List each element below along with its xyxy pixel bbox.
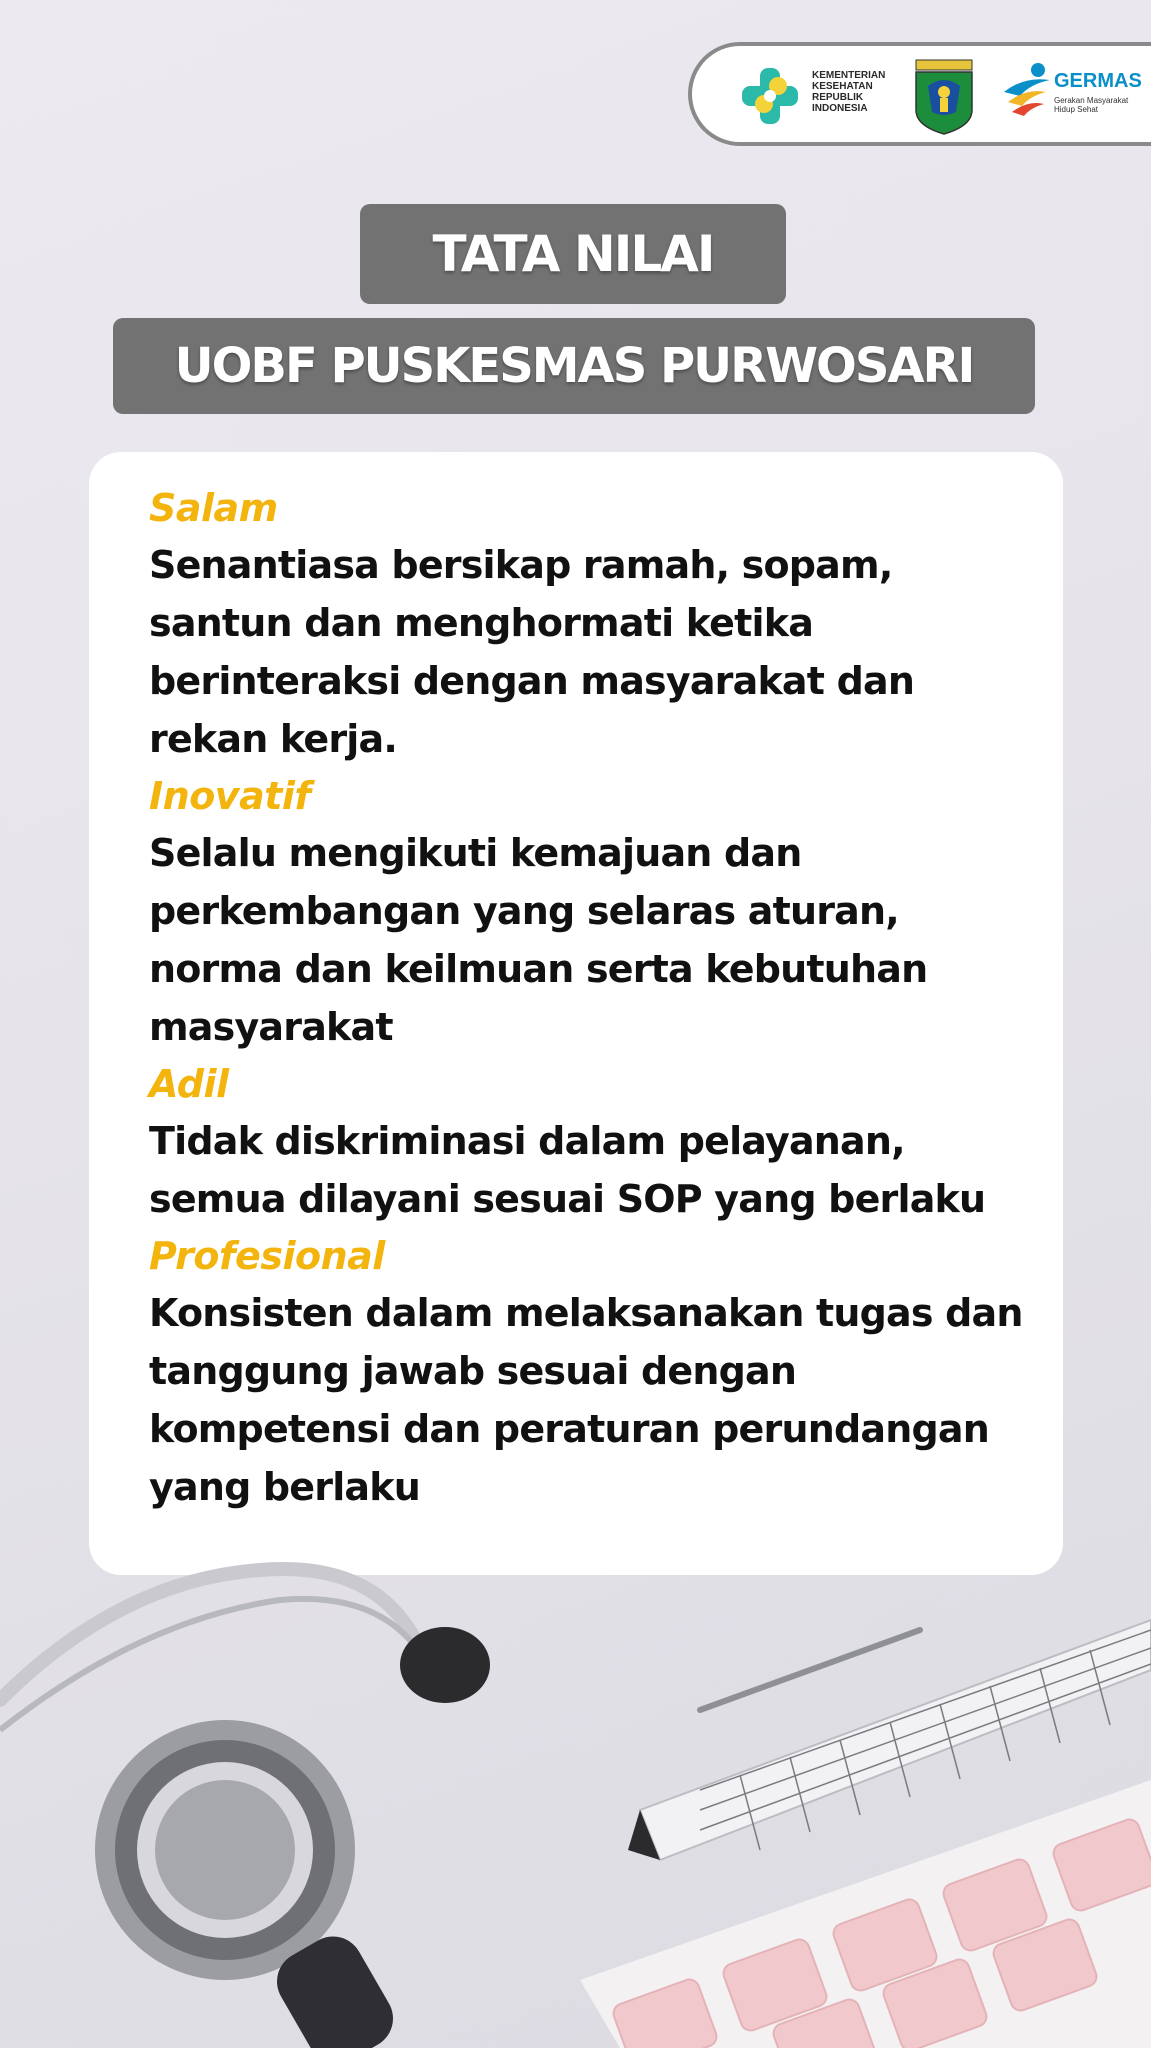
page-title: TATA NILAI bbox=[432, 225, 714, 283]
value-description: Selalu mengikuti kemajuan dan perkembangan yang selaras aturan, norma dan keilmuan serta kebutuhan masyarakat bbox=[149, 831, 928, 1049]
value-item-salam bbox=[149, 480, 1043, 768]
logo-bar bbox=[688, 42, 1151, 146]
stethoscope-icon bbox=[0, 1569, 490, 2048]
germas-name: GERMAS bbox=[1054, 70, 1142, 92]
value-item-adil bbox=[149, 1056, 1043, 1228]
title-banner bbox=[360, 204, 786, 304]
value-description: Senantiasa bersikap ramah, sopam, santun dan menghormati ketika berinteraksi dengan masyarakat dan rekan kerja. bbox=[149, 543, 915, 761]
background-scene bbox=[0, 1560, 1151, 2048]
subtitle-banner bbox=[113, 318, 1035, 414]
regional-shield-icon bbox=[910, 56, 978, 136]
value-name: Inovatif bbox=[149, 774, 311, 818]
value-description: Konsisten dalam melaksanakan tugas dan tanggung jawab sesuai dengan kompetensi dan peraturan perundangan yang berlaku bbox=[149, 1291, 1023, 1509]
value-item-profesional bbox=[149, 1228, 1043, 1516]
germas-logo-icon bbox=[1000, 58, 1058, 134]
page-subtitle: UOBF PUSKESMAS PURWOSARI bbox=[174, 338, 974, 394]
kemenkes-text: KEMENTERIAN KESEHATAN REPUBLIK INDONESIA bbox=[812, 70, 886, 114]
values-card bbox=[89, 452, 1063, 1575]
kemenkes-logo-icon bbox=[738, 64, 802, 128]
value-name: Salam bbox=[149, 486, 278, 530]
value-name: Adil bbox=[149, 1062, 229, 1106]
value-name: Profesional bbox=[149, 1234, 385, 1278]
value-description: Tidak diskriminasi dalam pelayanan, semua dilayani sesuai SOP yang berlaku bbox=[149, 1119, 986, 1221]
germas-tagline: Gerakan Masyarakat Hidup Sehat bbox=[1054, 96, 1129, 114]
value-item-inovatif bbox=[149, 768, 1043, 1056]
